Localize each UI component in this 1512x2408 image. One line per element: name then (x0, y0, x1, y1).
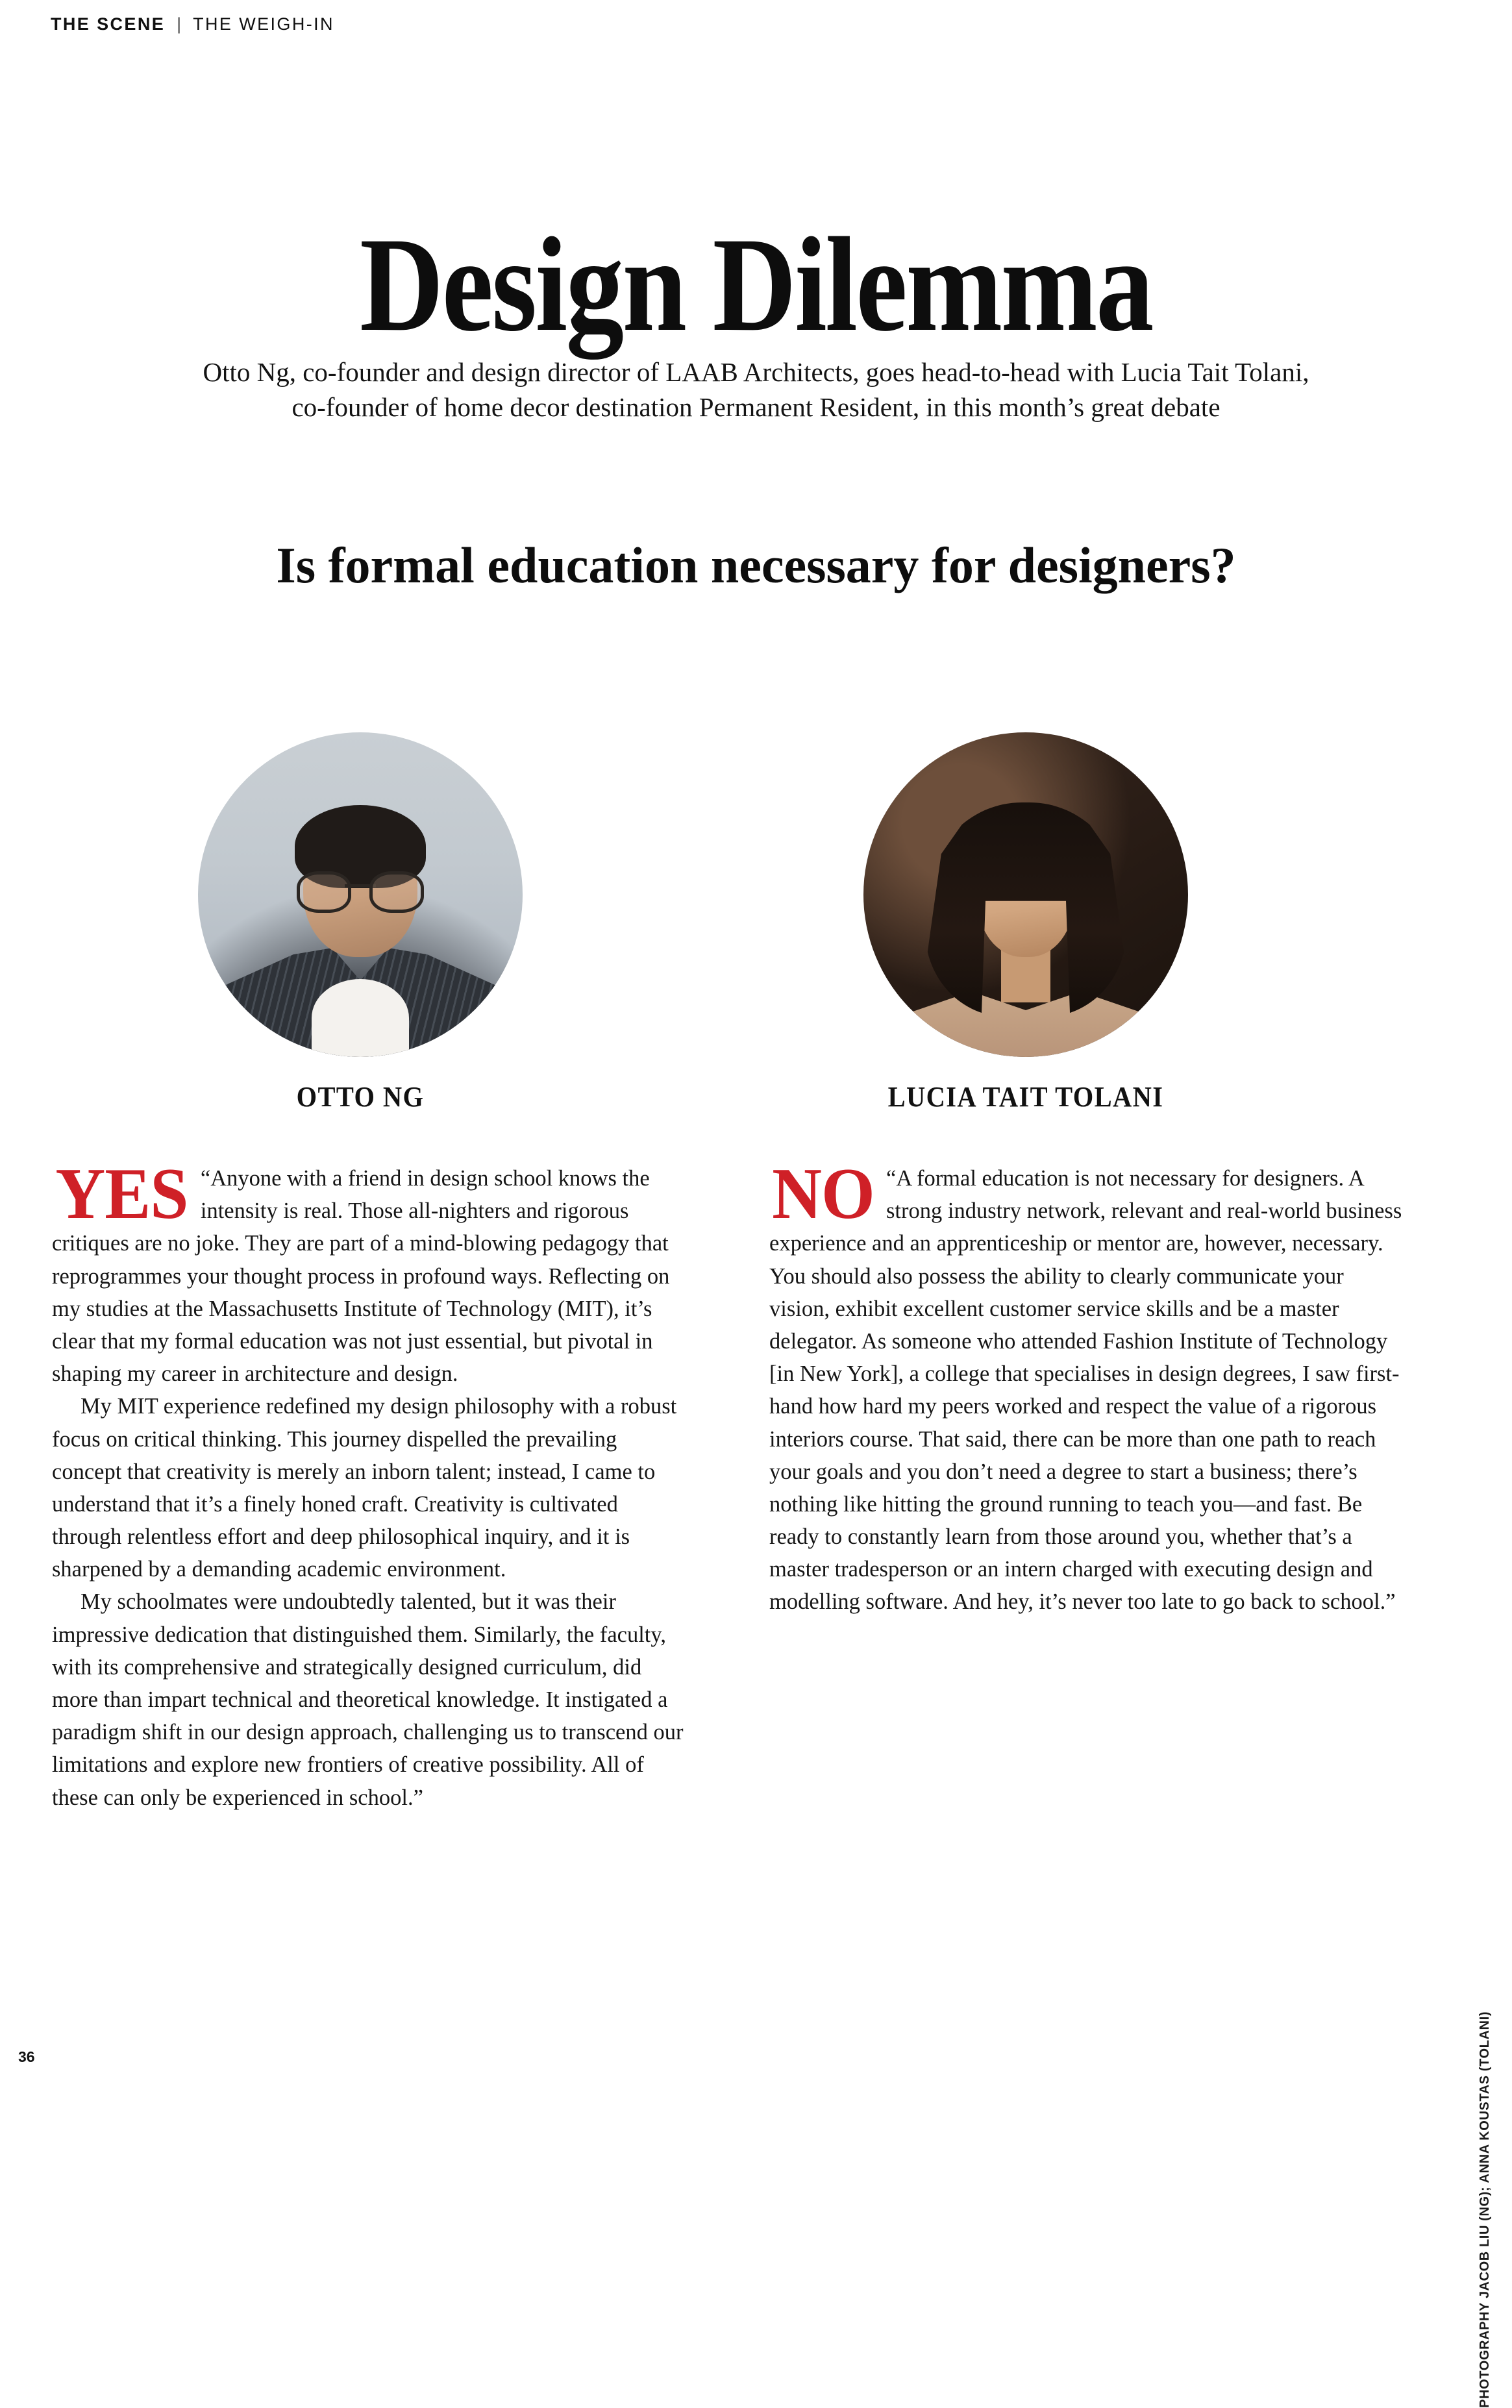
debater-card-left (198, 732, 523, 1113)
portrait-shirt-shape (312, 979, 409, 1057)
debate-question: Is formal education necessary for designers? (276, 536, 1236, 593)
argument-paragraph: My schoolmates were undoubtedly talented, but it was their impressive dedication that distinguished them. Similarly, the faculty, with its comprehensive and strategically designed curriculum, did more than impart technical and theoretical knowledge. It instigated a paradigm shift in our design approach, challenging us to transcend our limitations and explore new frontiers of creative possibility. All of these can only be experienced in school.” (52, 1589, 684, 1810)
article-deck: Otto Ng, co-founder and design director of LAAB Architects, goes head-to-head with Lucia Tait Tolani, co-founder of home decor destination Permanent Resident, in this month’s great debate (203, 357, 1309, 423)
running-head-subsection: THE WEIGH-IN (193, 14, 334, 34)
photo-credit: PHOTOGRAPHY JACOB LIU (NG); ANNA KOUSTAS (TOLANI) (1478, 2011, 1492, 2408)
argument-paragraph: “A formal education is not necessary for designers. A strong industry network, relevant and real-world business experience and an apprenticeship or mentor are, however, necessary. You should also possess the ability to clearly communicate your vision, exhibit excellent customer service skills and be a master delegator. As someone who attended Fashion Institute of Technology [in New York], a college that specialises in design degrees, I saw first-hand how hard my peers worked and respect the value of a rigorous interiors course. That said, there can be more than one path to reach your goals and you don’t need a degree to start a business; there’s nothing like hitting the ground running to teach you—and fast. Be ready to constantly learn from those around you, whether that’s a master tradesperson or an intern charged with executing design and modelling software. And hey, it’s never too late to go back to school.” (769, 1166, 1402, 1615)
debater-name-right: LUCIA TAIT TOLANI (887, 1081, 1164, 1113)
body-columns (52, 1154, 1409, 2000)
verdict-label-no: NO (772, 1154, 874, 1234)
page-number: 36 (18, 2048, 35, 2065)
running-head (51, 14, 334, 34)
portrait-lucia-tait-tolani-image (863, 732, 1188, 1057)
debater-name-left: OTTO NG (296, 1081, 425, 1113)
running-head-section: THE SCENE (51, 14, 166, 34)
debater-card-right (863, 732, 1188, 1113)
argument-paragraph: “Anyone with a friend in design school knows the intensity is real. Those all-nighters and rigorous critiques are no joke. They are part of a mind-blowing pedagogy that reprogrammes your thought process in profound ways. Reflecting on my studies at the Massachusetts Institute of Technology (MIT), it’s clear that my formal education was not just essential, but pivotal in shaping my career in architecture and design. (52, 1166, 670, 1387)
portrait-otto-ng-image (198, 732, 523, 1057)
glasses-icon (297, 871, 424, 908)
portrait-row (0, 732, 1512, 1113)
argument-column-yes (52, 1154, 691, 1814)
argument-column-no (769, 1154, 1409, 1619)
page-title: Design Dilemma (360, 210, 1152, 360)
running-head-separator: | (177, 14, 182, 34)
verdict-label-yes: YES (55, 1154, 188, 1234)
argument-paragraph: My MIT experience redefined my design philosophy with a robust focus on critical thinking. This journey dispelled the prevailing concept that creativity is merely an inborn talent; instead, I came to understand that it’s a finely honed craft. Creativity is cultivated through relentless effort and deep philosophical inquiry, and it is sharpened by a demanding academic environment. (52, 1394, 677, 1582)
